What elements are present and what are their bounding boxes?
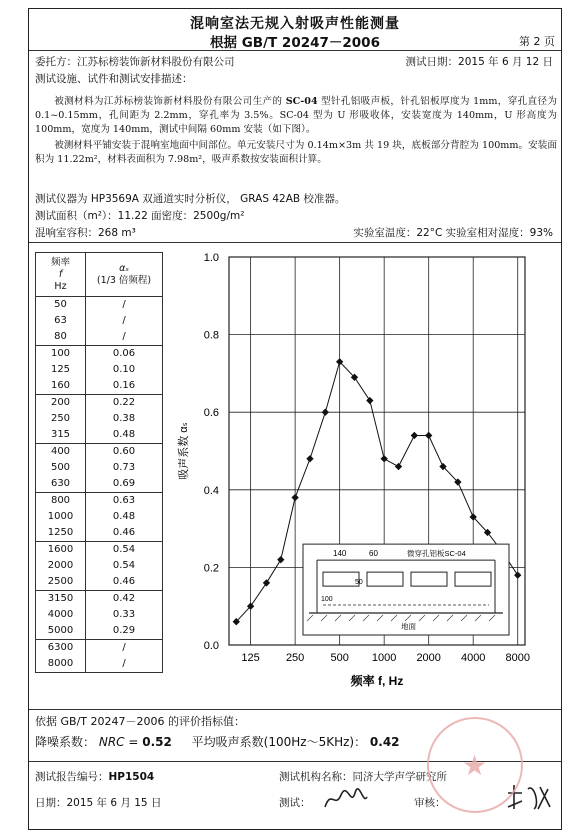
data-point xyxy=(263,579,270,586)
x-tick-label: 8000 xyxy=(505,652,530,664)
frequency-table xyxy=(35,252,163,673)
inset-dimension-label: 60 xyxy=(369,549,378,559)
x-tick-label: 500 xyxy=(330,652,349,664)
description-paragraph-2: 被测材料平铺安装于混响室地面中间部位。单元安装尺寸为 0.14m×3m 共 19 块，底板部分背腔为 100mm。安装面积为 11.22m²，材料表面积为 7.98m²，吸声系数按安装面积计算。 xyxy=(35,140,557,165)
area-line: 测试面积（m²）：11.22 面密度：2500g/m² xyxy=(35,210,245,222)
description-paragraph-1: 被测材料为江苏标榜装饰新材料股份有限公司生产的 SC-04 型针孔铝吸声板，针孔铝板厚度为 1mm，穿孔直径为 0.1~0.15mm，孔间距为 2.2mm，穿孔率为 3.5%。SC-04 型为 U 形吸收体，安装宽度为 140mm，U 形高度为 100mm，宽度为 140mm，测试中间隔 60mm 安装（如下图）。 xyxy=(35,96,557,135)
test-date: 2015 年 6 月 12 日 xyxy=(458,56,553,68)
frequency-cell: 400 500 630 xyxy=(36,444,86,493)
y-tick-label: 0.6 xyxy=(203,407,219,420)
inset-dimension-label: 100 xyxy=(321,596,333,603)
divider xyxy=(29,50,561,51)
nrc-line: 降噪系数： NRC = 0.52 平均吸声系数(100Hz～5KHz)： 0.42 xyxy=(35,735,400,749)
table-row xyxy=(36,591,163,640)
divider xyxy=(29,242,561,243)
table-row xyxy=(36,346,163,395)
inset-floor-label: 地面 xyxy=(401,622,416,631)
table-row xyxy=(36,542,163,591)
absorption-cell: / / xyxy=(86,640,163,673)
y-tick-label: 0.2 xyxy=(203,562,219,575)
auditor-label: 审核： xyxy=(414,797,446,809)
data-point xyxy=(514,571,521,578)
table-row xyxy=(36,640,163,673)
absorption-cell: 0.63 0.48 0.46 xyxy=(86,493,163,542)
data-point xyxy=(306,455,313,462)
x-tick-label: 2000 xyxy=(416,652,441,664)
data-point xyxy=(411,432,418,439)
absorption-cell: 0.60 0.73 0.69 xyxy=(86,444,163,493)
data-point xyxy=(322,409,329,416)
absorption-header: αₛ (1/3 倍频程) xyxy=(86,253,163,297)
report-date-line: 日期：2015 年 6 月 15 日 xyxy=(35,797,162,809)
report-page xyxy=(28,8,562,830)
frequency-header: 频率 f Hz xyxy=(36,253,86,297)
client-line: 委托方：江苏标榜装饰新材料股份有限公司 xyxy=(35,56,235,68)
absorption-cell: / / / xyxy=(86,297,163,346)
table-row xyxy=(36,493,163,542)
average-absorption-value: 0.42 xyxy=(369,735,400,749)
data-point xyxy=(277,556,284,563)
volume-line: 混响室容积：268 m³ xyxy=(35,227,136,239)
organization-name: 同济大学声学研究所 xyxy=(352,771,447,783)
report-date: 2015 年 6 月 15 日 xyxy=(66,797,162,809)
standard-line: 根据 GB/T 20247－2006 xyxy=(210,35,380,51)
y-tick-label: 0.8 xyxy=(203,329,219,342)
data-point xyxy=(366,397,373,404)
report-number: HP1504 xyxy=(108,771,155,783)
data-point xyxy=(380,455,387,462)
test-date-line: 测试日期：2015 年 6 月 12 日 xyxy=(405,56,553,68)
x-axis-label: 频率 f, Hz xyxy=(350,674,404,688)
frequency-cell: 50 63 80 xyxy=(36,297,86,346)
data-point xyxy=(395,463,402,470)
frequency-cell: 100 125 160 xyxy=(36,346,86,395)
frequency-cell: 3150 4000 5000 xyxy=(36,591,86,640)
absorption-cell: 0.54 0.54 0.46 xyxy=(86,542,163,591)
report-title: 混响室法无规入射吸声性能测量 xyxy=(190,16,400,32)
table-row xyxy=(36,395,163,444)
report-number-line: 测试报告编号：HP1504 xyxy=(35,771,155,783)
organization-line: 测试机构名称：同济大学声学研究所 xyxy=(279,771,447,783)
absorption-cell: 0.42 0.33 0.29 xyxy=(86,591,163,640)
frequency-cell: 1600 2000 2500 xyxy=(36,542,86,591)
x-tick-label: 1000 xyxy=(371,652,397,664)
tester-signature xyxy=(321,785,371,813)
seal-star-icon: ★ xyxy=(462,749,488,782)
absorption-cell: 0.06 0.10 0.16 xyxy=(86,346,163,395)
y-tick-label: 0.0 xyxy=(203,640,219,652)
client-name: 江苏标榜装饰新材料股份有限公司 xyxy=(77,56,235,68)
section-label: 测试设施、试件和测试安排描述： xyxy=(35,73,193,85)
x-tick-label: 4000 xyxy=(460,652,486,664)
inset-dimension-label: 140 xyxy=(333,549,347,559)
data-point xyxy=(425,432,432,439)
frequency-cell: 200 250 315 xyxy=(36,395,86,444)
data-point xyxy=(291,494,298,501)
y-tick-label: 0.4 xyxy=(203,484,219,497)
y-axis-label: 吸声系数 αₛ xyxy=(178,422,190,480)
table-header-row xyxy=(36,253,163,297)
frequency-cell: 800 1000 1250 xyxy=(36,493,86,542)
frequency-cell: 6300 8000 xyxy=(36,640,86,673)
divider xyxy=(29,709,561,710)
evaluation-label: 依据 GB/T 20247－2006 的评价指标值： xyxy=(35,715,245,728)
table-row xyxy=(36,444,163,493)
instruments-line: 测试仪器为 HP3569A 双通道实时分析仪， GRAS 42AB 校准器。 xyxy=(35,193,346,205)
organization-seal xyxy=(427,717,523,813)
absorption-cell: 0.22 0.38 0.48 xyxy=(86,395,163,444)
y-tick-label: 1.0 xyxy=(203,252,219,264)
table-row xyxy=(36,297,163,346)
x-tick-label: 125 xyxy=(241,652,260,664)
inset-panel-label: 微穿孔铝板SC-04 xyxy=(407,549,466,559)
x-tick-label: 250 xyxy=(285,652,305,664)
tester-label: 测试： xyxy=(279,797,311,809)
absorption-chart xyxy=(167,247,559,697)
inset-dimension-label: 50 xyxy=(355,579,363,587)
nrc-value: 0.52 xyxy=(142,735,172,749)
page-number: 第 2 页 xyxy=(519,35,555,48)
temperature-humidity-line: 实验室温度：22°C 实验室相对湿度：93% xyxy=(353,227,553,239)
